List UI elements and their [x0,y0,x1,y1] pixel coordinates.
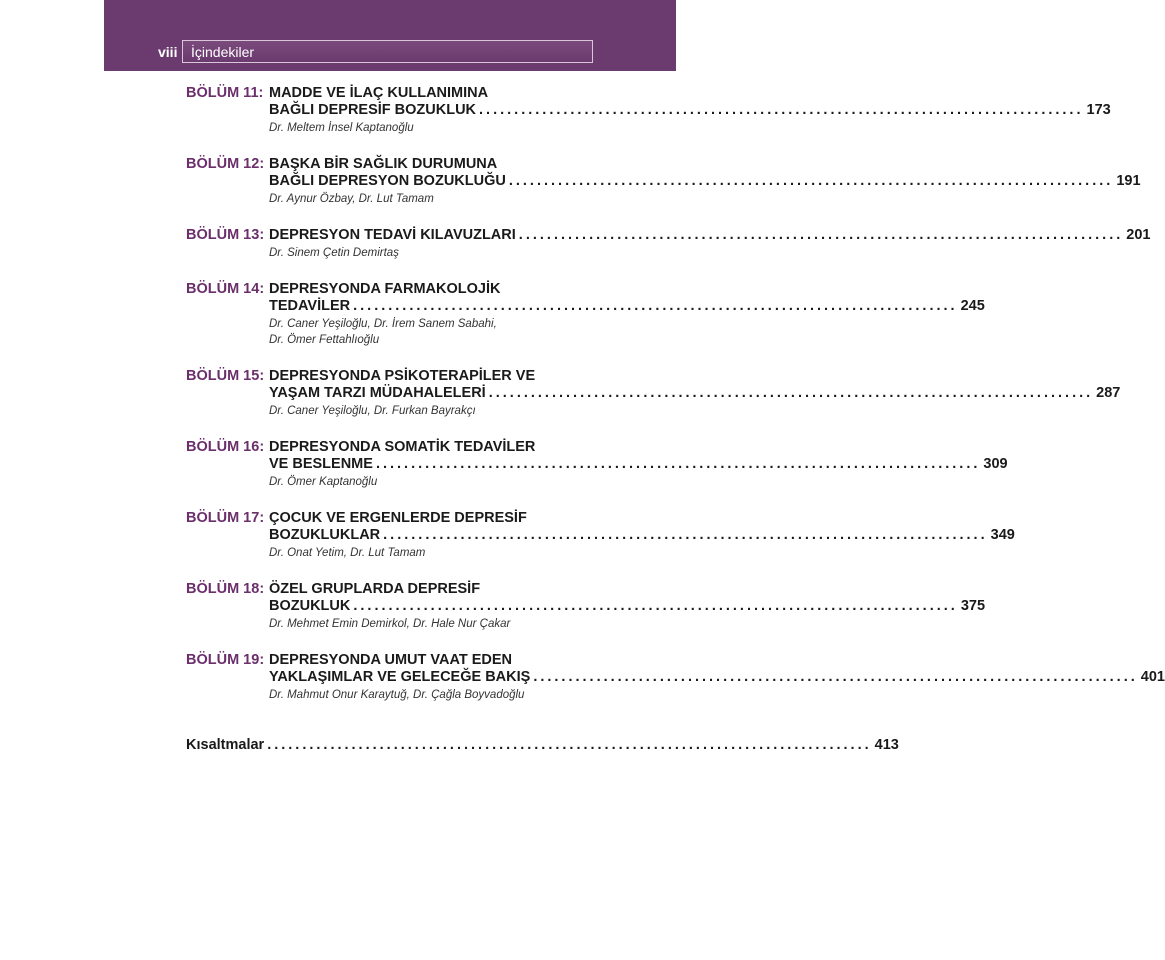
section-title-box [182,40,593,63]
chapter-title-last-line: DEPRESYON TEDAVİ KILAVUZLARI [269,227,516,243]
chapter-authors: Dr. Ömer Fettahlıoğlu [269,334,380,346]
chapter-page-number: 201 [1126,227,1151,243]
chapter-title-line: DEPRESYONDA SOMATİK TEDAVİLER [269,439,536,455]
chapter-authors: Dr. Caner Yeşiloğlu, Dr. Furkan Bayrakçı [269,405,476,417]
chapter-title-line: DEPRESYONDA PSİKOTERAPİLER VE [269,368,536,384]
chapter-label: BÖLÜM 16: [186,439,265,455]
toc-entry[interactable] [186,281,985,348]
chapter-title-line: DEPRESYONDA FARMAKOLOJİK [269,281,501,297]
chapter-title-last-line: BAĞLI DEPRESYON BOZUKLUĞU [269,173,506,189]
leader-dots: ...................................................................................... [267,737,872,753]
chapter-body [269,85,1111,136]
chapter-body [269,227,1151,261]
chapter-label: BÖLÜM 17: [186,510,265,526]
abbreviations-entry[interactable] [186,737,899,754]
chapter-title-last-line: VE BESLENME [269,456,373,472]
leader-dots: ...................................................................................... [383,527,988,543]
chapter-title-last-line: TEDAVİLER [269,298,351,314]
section-title: İçindekiler [191,44,255,60]
leader-dots: ...................................................................................... [518,227,1124,243]
chapter-page-number: 245 [960,298,985,314]
toc-entry[interactable] [186,581,986,632]
chapter-body [269,156,1141,207]
chapter-title-last-line: BAĞLI DEPRESİF BOZUKLUK [269,102,477,118]
chapter-label: BÖLÜM 15: [186,368,265,384]
chapter-title-line: BAŞKA BİR SAĞLIK DURUMUNA [269,156,498,172]
leader-dots: ...................................................................................... [508,173,1114,189]
chapter-page-number: 349 [990,527,1015,543]
leader-dots: ...................................................................................... [375,456,981,472]
leader-dots: ...................................................................................... [353,298,958,314]
chapter-authors: Dr. Caner Yeşiloğlu, Dr. İrem Sanem Sabahi, [269,318,497,330]
chapter-page-number: 287 [1096,385,1121,401]
chapter-page-number: 191 [1116,173,1141,189]
toc-entry[interactable] [186,156,1141,207]
chapter-title-line: MADDE VE İLAÇ KULLANIMINA [269,85,489,101]
chapter-authors: Dr. Onat Yetim, Dr. Lut Tamam [269,547,426,559]
chapter-title-line: ÖZEL GRUPLARDA DEPRESİF [269,581,481,597]
abbreviations-page: 413 [874,737,899,753]
toc-entry[interactable] [186,439,1008,490]
leader-dots: ...................................................................................... [488,385,1094,401]
chapter-authors: Dr. Mahmut Onur Karaytuğ, Dr. Çağla Boyvadoğlu [269,689,525,701]
chapter-body [269,281,985,348]
chapter-authors: Dr. Mehmet Emin Demirkol, Dr. Hale Nur Çakar [269,618,511,630]
chapter-title-line: DEPRESYONDA UMUT VAAT EDEN [269,652,513,668]
table-of-contents [186,85,1165,723]
abbreviations-label: Kısaltmalar [186,737,265,753]
chapter-body [269,510,1015,561]
chapter-authors: Dr. Ömer Kaptanoğlu [269,476,378,488]
chapter-authors: Dr. Aynur Özbay, Dr. Lut Tamam [269,193,434,205]
chapter-label: BÖLÜM 11: [186,85,264,101]
chapter-title-last-line: YAKLAŞIMLAR VE GELECEĞE BAKIŞ [269,669,531,685]
toc-entry[interactable] [186,652,1165,703]
chapter-title-line: ÇOCUK VE ERGENLERDE DEPRESİF [269,510,527,526]
chapter-page-number: 401 [1140,669,1165,685]
chapter-page-number: 375 [960,598,986,614]
chapter-title-last-line: BOZUKLUKLAR [269,527,381,543]
chapter-body [269,581,986,632]
chapter-authors: Dr. Meltem İnsel Kaptanoğlu [269,122,414,134]
chapter-page-number: 309 [983,456,1008,472]
chapter-page-number: 173 [1086,102,1111,118]
chapter-body [269,652,1165,703]
chapter-body [269,368,1121,419]
chapter-title-last-line: BOZUKLUK [269,598,351,614]
page-number: viii [158,44,178,60]
chapter-authors: Dr. Sinem Çetin Demirtaş [269,247,399,259]
leader-dots: ...................................................................................... [533,669,1138,685]
chapter-label: BÖLÜM 14: [186,281,265,297]
chapter-label: BÖLÜM 12: [186,156,265,172]
toc-entry[interactable] [186,368,1121,419]
chapter-title-last-line: YAŞAM TARZI MÜDAHALELERİ [269,385,486,401]
toc-entry[interactable] [186,85,1111,136]
toc-entry[interactable] [186,227,1151,261]
toc-entry[interactable] [186,510,1015,561]
chapter-label: BÖLÜM 13: [186,227,265,243]
chapter-label: BÖLÜM 19: [186,652,265,668]
chapter-body [269,439,1008,490]
chapter-label: BÖLÜM 18: [186,581,265,597]
leader-dots: ...................................................................................... [353,598,958,614]
leader-dots: ...................................................................................... [479,102,1084,118]
